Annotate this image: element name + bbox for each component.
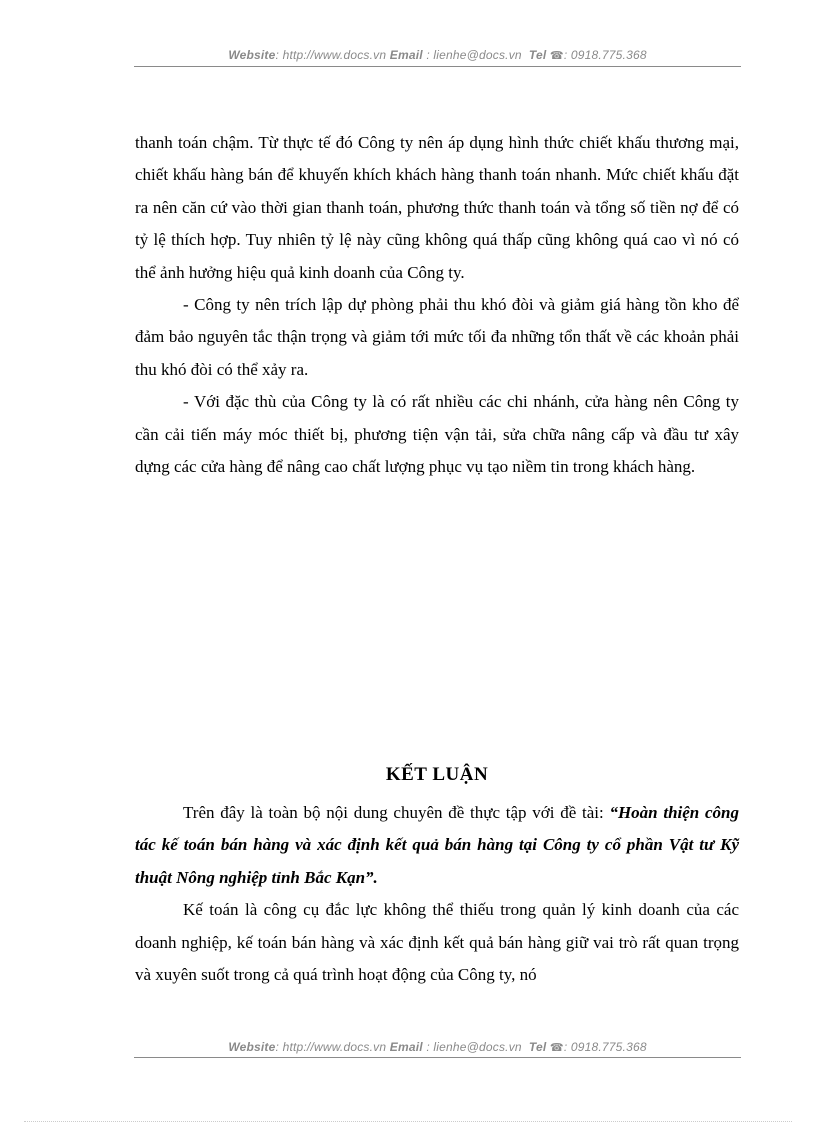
header-website-label: Website — [228, 48, 276, 62]
footer-email-label: Email — [389, 1040, 423, 1054]
footer-divider — [134, 1057, 741, 1058]
header-email-link[interactable]: : lienhe@docs.vn — [426, 48, 522, 62]
page-bottom-border — [24, 1121, 792, 1122]
header-tel-label: Tel — [528, 48, 547, 62]
header-email-label: Email — [389, 48, 423, 62]
conclusion-lead-text: Trên đây là toàn bộ nội dung chuyên đề thực tập với đề tài: — [183, 803, 610, 822]
footer-website-label: Website — [228, 1040, 276, 1054]
body-section — [135, 127, 739, 483]
header-website-link[interactable]: : http://www.docs.vn — [275, 48, 387, 62]
page-header — [134, 48, 741, 62]
conclusion-section — [135, 797, 739, 991]
conclusion-paragraph-2: Kế toán là công cụ đắc lực không thể thiếu trong quản lý kinh doanh của các doanh nghiệp, kế toán bán hàng và xác định kết quả bán hàng giữ vai trò rất quan trọng và xuyên suốt trong cả quá trình hoạt động của Công ty, nó — [135, 900, 739, 985]
footer-email-link[interactable]: : lienhe@docs.vn — [426, 1040, 522, 1054]
footer-tel-label: Tel — [528, 1040, 547, 1054]
conclusion-topic-title: “Hoàn thiện công tác kế toán bán hàng và xác định kết quả bán hàng tại Công ty cổ phần Vật tư Kỹ thuật Nông nghiệp tỉnh Bắc Kạn”. — [135, 803, 739, 887]
footer-website-link[interactable]: : http://www.docs.vn — [275, 1040, 387, 1054]
footer-tel-value: : 0918.775.368 — [563, 1040, 647, 1054]
phone-icon: ☎ — [549, 1042, 564, 1054]
header-divider — [134, 66, 741, 67]
conclusion-heading: KẾT LUẬN — [385, 764, 489, 785]
body-paragraph-1: thanh toán chậm. Từ thực tế đó Công ty nên áp dụng hình thức chiết khấu thương mại, chiết khấu hàng bán để khuyến khích khách hàng thanh toán nhanh. Mức chiết khấu đặt ra nên căn cứ vào thời gian thanh toán, phương thức thanh toán và tổng số tiền nợ để có tỷ lệ thích hợp. Tuy nhiên tỷ lệ này cũng không quá thấp cũng không quá cao vì nó có thể ảnh hưởng hiệu quả kinh doanh của Công ty. — [135, 133, 739, 282]
body-paragraph-3: - Với đặc thù của Công ty là có rất nhiều các chi nhánh, cửa hàng nên Công ty cần cải tiến máy móc thiết bị, phương tiện vận tải, sửa chữa nâng cấp và đầu tư xây dựng các cửa hàng để nâng cao chất lượng phục vụ tạo niềm tin trong khách hàng. — [135, 392, 739, 477]
phone-icon: ☎ — [549, 50, 564, 62]
page-footer — [134, 1040, 741, 1054]
header-tel-value: : 0918.775.368 — [563, 48, 647, 62]
body-paragraph-2: - Công ty nên trích lập dự phòng phải thu khó đòi và giảm giá hàng tồn kho để đảm bảo nguyên tắc thận trọng và giảm tới mức tối đa những tổn thất về các khoản phải thu khó đòi có thể xảy ra. — [135, 295, 739, 379]
conclusion-paragraph-1 — [135, 797, 739, 894]
